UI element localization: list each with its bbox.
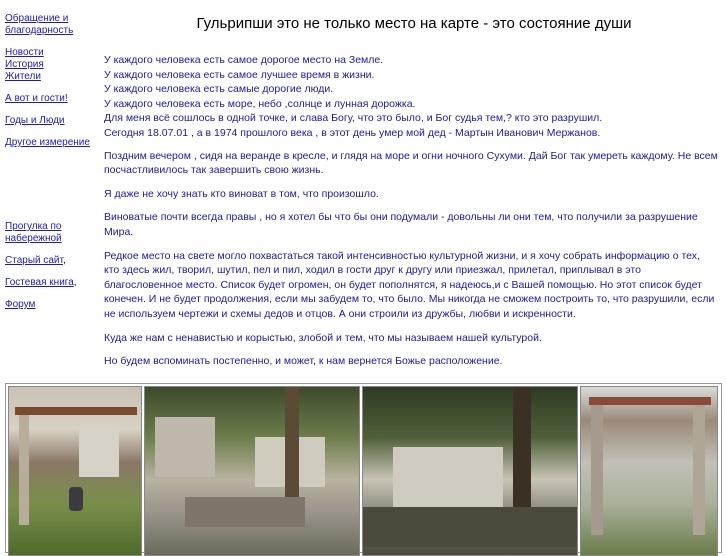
ruined-house-photo-4: [580, 386, 718, 556]
sidebar-nav: [5, 13, 97, 321]
photo-strip: [5, 383, 722, 553]
nav-link-guestbook[interactable]: Гостевая книга: [5, 277, 74, 288]
intro-line: Сегодня 18.07.01 , а в 1974 прошлого века , в этот день умер мой дед - Мартын Иванович Мержанов.: [104, 126, 601, 139]
nav-link-forum[interactable]: Форум: [5, 299, 36, 310]
intro-line: У каждого человека есть самые дорогие люди.: [104, 83, 334, 96]
intro-line: У каждого человека есть самое дорогое место на Земле.: [104, 54, 384, 66]
paragraph: Но будем вспоминать постепенно, и может, к нам вернется Божье расположение.: [104, 355, 503, 368]
paragraph: Я даже не хочу знать кто виноват в том, что произошло.: [104, 187, 379, 200]
ruined-house-photo-3: [362, 386, 578, 556]
nav-link-news[interactable]: Новости: [5, 47, 44, 58]
nav-link-old-site[interactable]: Старый сайт: [5, 255, 63, 266]
intro-lines: [104, 53, 718, 141]
nav-link-embankment-walk[interactable]: Прогулка по набережной: [5, 221, 62, 244]
comma-separator: ,: [73, 277, 77, 288]
ruined-house-photo-1: [8, 386, 142, 556]
paragraph: Поздним вечером , сидя на веранде в кресле, и глядя на море и огни ночного Сухуми. Дай Бог так умереть каждому. Не всем посчастливилось так завершить свою жизнь.: [104, 149, 718, 177]
intro-line: У каждого человека есть море, небо ,солнце и лунная дорожка.: [104, 97, 416, 110]
comma-separator: ,: [62, 255, 66, 266]
nav-link-other-dimension[interactable]: Другое измерение: [5, 137, 90, 148]
intro-line: У каждого человека есть самое лучшее время в жизни.: [104, 68, 375, 81]
intro-line: Для меня всё сошлось в одной точке, и слава Богу, что это было, и Бог судья тем,? кто это разрушил.: [104, 112, 603, 125]
paragraph: Редкое место на свете могло похвастаться такой интенсивностью культурной жизни, и я хочу собрать информацию о тех, кто здесь жил, творил, шутил, пел и пил, ходил в гости друг к другу или приезжал, прилетал, приплывал в это благословенное место. Список будет огромен, он будет пополнятся, я надеюсь,и с Вашей помощью. Но этот список будет конечен. И не будет продолжения, если мы забудем то, что было. Мы никогда не сможем построить то, что разрушили, если не используем чертежи и схемы дедов и отцов. А они строили из дружбы, любви и искренности.: [104, 249, 715, 320]
main-content: [104, 53, 718, 378]
page-title: Гульрипши это не только место на карте - это состояние души: [196, 15, 632, 32]
paragraph: Виноватые почти всегда правы , но я хотел бы что бы они подумали - довольны ли они тем, что получили за разрушение Мира.: [104, 211, 698, 238]
nav-link-guests[interactable]: А вот и гости!: [5, 93, 68, 104]
nav-link-years-people[interactable]: Годы и Люди: [5, 115, 65, 126]
nav-link-history[interactable]: История: [5, 59, 44, 70]
ruined-house-photo-2: [144, 386, 360, 556]
nav-link-residents[interactable]: Жители: [5, 71, 41, 82]
paragraph: Куда же нам с ненавистью и корыстью, злобой и тем, что мы называем нашей культурой.: [104, 331, 542, 344]
nav-link-appeal[interactable]: Обращение и благодарность: [5, 13, 74, 36]
